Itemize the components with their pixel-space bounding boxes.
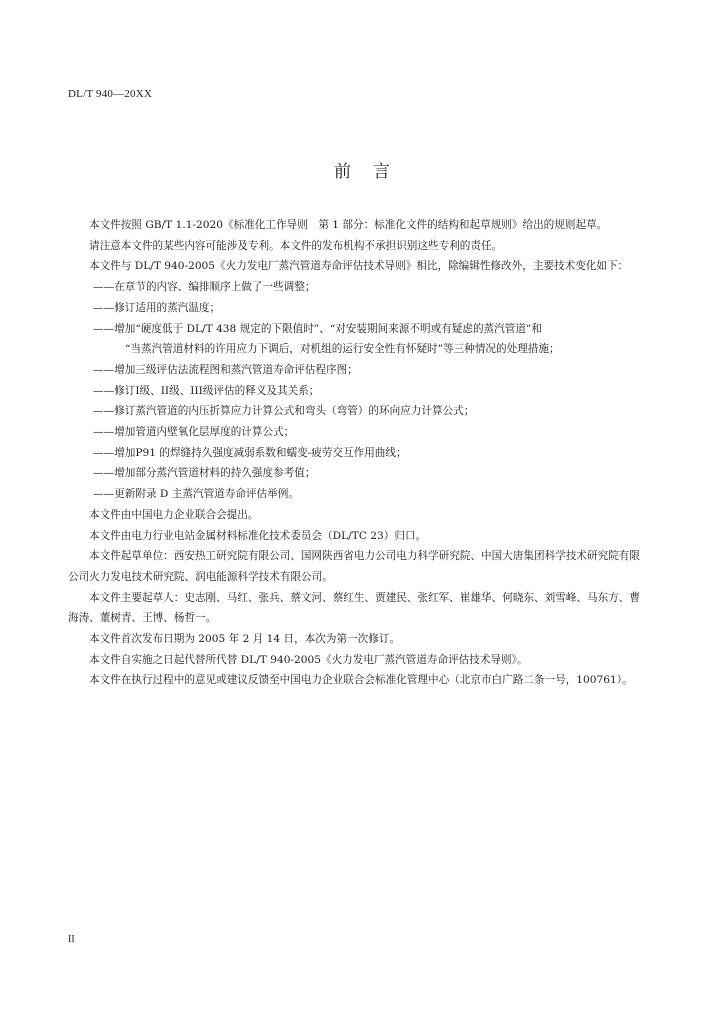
paragraph-patent-notice: 请注意本文件的某些内容可能涉及专利。本文件的发布机构不承担识别这些专利的责任。 bbox=[89, 239, 503, 252]
paragraph-drafters: 本文件主要起草人：史志刚、马红、张兵、蔡文河、蔡红生、贾建民、张红军、崔雄华、何晓东、刘雪峰、马东方、曹海涛、董树青、王博、杨哲一。 bbox=[68, 591, 640, 625]
change-item: ——增加部分蒸汽管道材料的持久强度参考值； bbox=[93, 467, 316, 480]
paragraph-replaces: 本文件自实施之日起代替所代替 DL/T 940-2005《火力发电厂蒸汽管道寿命评估技术导则》。 bbox=[89, 653, 528, 666]
change-item: ——增加三级评估法流程图和蒸汽管道寿命评估程序图； bbox=[93, 363, 358, 376]
paragraph-committee: 本文件由电力行业电站金属材料标准化技术委员会（DL/TC 23）归口。 bbox=[89, 529, 427, 542]
paragraph-proposer: 本文件由中国电力企业联合会提出。 bbox=[89, 508, 259, 521]
paragraph-first-release: 本文件首次发布日期为 2005 年 2 月 14 日，本次为第一次修订。 bbox=[89, 633, 401, 646]
change-item: ——增加P91 的焊缝持久强度减弱系数和蠕变-疲劳交互作用曲线； bbox=[93, 446, 407, 459]
change-item: ——在章节的内容、编排顺序上做了一些调整； bbox=[93, 281, 316, 294]
change-item: ——修订I级、II级、III级评估的释义及其关系； bbox=[93, 384, 320, 397]
page-title: 前言 bbox=[334, 162, 412, 182]
paragraph-drafting-rules: 本文件按照 GB/T 1.1-2020《标准化工作导则 第 1 部分：标准化文件的结构和起草规则》给出的规则起草。 bbox=[89, 219, 608, 231]
change-item: ——修订蒸汽管道的内压折算应力计算公式和弯头（弯管）的环向应力计算公式； bbox=[93, 405, 475, 418]
change-item-continuation: “当蒸汽管道材料的许用应力下调后，对机组的运行安全性有怀疑时”等三种情况的处理措施； bbox=[125, 343, 560, 356]
change-item: ——修订适用的蒸汽温度； bbox=[93, 301, 221, 314]
document-code: DL/T 940—20XX bbox=[68, 88, 152, 100]
paragraph-feedback: 本文件在执行过程中的意见或建议反馈至中国电力企业联合会标准化管理中心（北京市白广路二条一号，100761）。 bbox=[89, 674, 633, 687]
foreword-body bbox=[68, 215, 640, 691]
paragraph-drafting-units: 本文件起草单位：西安热工研究院有限公司、国网陕西省电力公司电力科学研究院、中国大唐集团科学技术研究院有限公司火力发电技术研究院、润电能源科学技术有限公司。 bbox=[68, 550, 640, 583]
paragraph-comparison: 本文件与 DL/T 940-2005《火力发电厂蒸汽管道寿命评估技术导则》相比，除编辑性修改外，主要技术变化如下： bbox=[89, 260, 629, 273]
change-item: ——增加管道内壁氧化层厚度的计算公式； bbox=[93, 426, 295, 439]
change-item: ——更新附录 D 主蒸汽管道寿命评估举例。 bbox=[93, 488, 299, 501]
page-number: II bbox=[68, 934, 75, 945]
change-item: ——增加“硬度低于 DL/T 438 规定的下限值时”、“对安装期间来源不明或有疑虑的蒸汽管道”和 bbox=[93, 322, 542, 335]
